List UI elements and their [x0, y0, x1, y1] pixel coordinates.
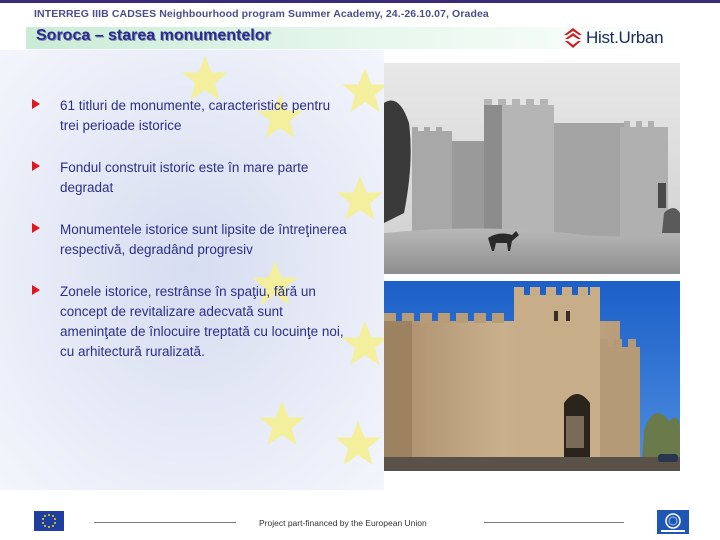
footer-divider-left: [94, 522, 236, 523]
bullet-arrow-icon: [32, 285, 40, 295]
hist-urban-logo: [563, 26, 663, 50]
footer: [0, 505, 720, 540]
eu-flag-icon: [657, 510, 689, 534]
eu-flag-icon: [34, 511, 64, 531]
bullet-text: Monumentele istorice sunt lipsite de întreţinerea respectivă, degradând progresiv: [60, 222, 347, 257]
hist-urban-logo-icon: [563, 27, 583, 49]
program-header: INTERREG IIIB CADSES Neighbourhood program Summer Academy, 24.-26.10.07, Oradea: [34, 8, 489, 20]
bullet-text: Fondul construit istoric este în mare parte degradat: [60, 160, 309, 195]
fortress-color-photo: [384, 281, 680, 471]
footer-funding-text: Project part-financed by the European Union: [259, 518, 427, 528]
logo-text: Hist.Urban: [586, 28, 664, 47]
footer-divider-right: [484, 522, 624, 523]
bullet-arrow-icon: [32, 223, 40, 233]
bullet-arrow-icon: [32, 99, 40, 109]
bullet-item: [32, 220, 352, 260]
bullet-item: [32, 282, 352, 362]
bullet-text: Zonele istorice, restrânse în spaţiu, fără un concept de revitalizare adecvată sunt ameninţate de înlocuire treptată cu locuinţe noi, cu arhitectură ruralizată.: [60, 284, 344, 359]
bullet-list: [32, 96, 352, 384]
fortress-historic-photo: [384, 63, 680, 274]
bullet-item: [32, 158, 352, 198]
bullet-arrow-icon: [32, 161, 40, 171]
bullet-item: [32, 96, 352, 136]
slide-title: Soroca – starea monumentelor: [36, 27, 271, 44]
bullet-text: 61 titluri de monumente, caracteristice pentru trei perioade istorice: [60, 98, 331, 133]
